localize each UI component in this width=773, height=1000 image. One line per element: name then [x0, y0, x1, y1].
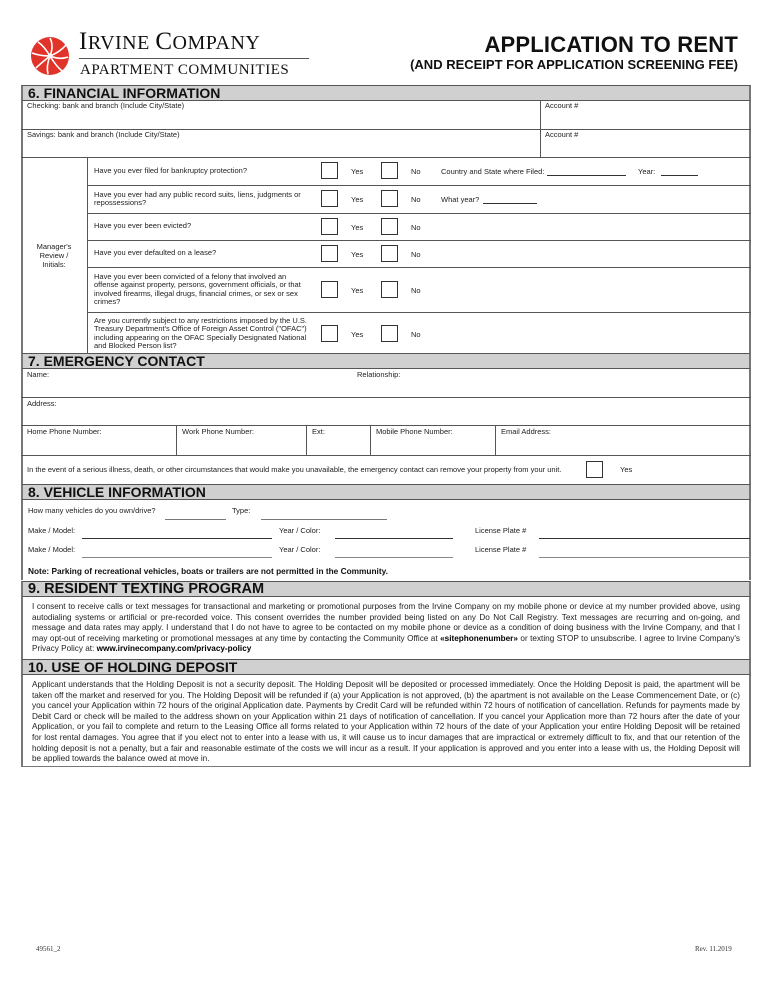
question-1-yes-label: Yes — [351, 167, 364, 176]
question-1-yes-checkbox[interactable] — [321, 162, 338, 179]
financial-question-5: Have you ever been convicted of a felony that involved an offense against property, persons, government officials, or that involved firearms, illegal drugs, financial crimes, or sex or sex crimes? — [94, 271, 301, 306]
divider — [176, 425, 177, 455]
vehicle-count-field[interactable] — [165, 519, 226, 520]
texting-body: I consent to receive calls or text messages for transactional and marketing or promotional purposes from the Irvine Company on my mobile phone or device at my number provided above, using autodialing systems or artificial or pre-recorded voice. This consent overrides the number provided being listed on any Do Not Call Registry. Text messages are recurring and on-going, and message and data rates may apply. I understand that I do not have to agree to be contacted on my mobile phone or device as a condition of doing business with the Irvine Company, and that I may opt-out of receiving marketing or promotional messages at any time by contacting the Community Office at — [32, 602, 740, 643]
question-5-no-label: No — [411, 285, 421, 295]
divider — [21, 455, 751, 456]
question-4-yes-label: Yes — [351, 249, 364, 259]
make-model-field-1[interactable] — [82, 538, 272, 539]
document-subtitle: (AND RECEIPT FOR APPLICATION SCREENING FEE) — [410, 57, 738, 72]
email-field[interactable] — [497, 434, 747, 454]
section-heading-emergency: 7. EMERGENCY CONTACT — [21, 353, 751, 369]
divider — [21, 425, 751, 426]
year-color-field-2[interactable] — [335, 557, 453, 558]
property-removal-yes-label: Yes — [620, 465, 633, 474]
savings-account-field[interactable] — [543, 137, 748, 156]
financial-question-4: Have you ever defaulted on a lease? — [94, 248, 217, 257]
divider — [88, 267, 751, 268]
divider — [21, 397, 751, 398]
divider — [87, 157, 88, 355]
parking-note: Note: Parking of recreational vehicles, boats or trailers are not permitted in the Community. — [28, 566, 388, 576]
texting-body-2: or texting STOP to unsubscribe. I agree to Irvine Company's Privacy Policy at: — [32, 633, 740, 654]
property-removal-consent-text: In the event of a serious illness, death, or other circumstances that would make you unavailable, the emergency contact can remove your property from your unit. — [27, 465, 562, 474]
mobile-phone-field[interactable] — [372, 434, 494, 454]
financial-question-3: Have you ever been evicted? — [94, 221, 192, 230]
question-5-no-checkbox[interactable] — [381, 281, 398, 298]
checking-account-label: Account # — [545, 101, 579, 110]
vehicle-count-label: How many vehicles do you own/drive? — [28, 506, 156, 515]
checking-bank-field[interactable] — [23, 108, 538, 128]
divider — [495, 425, 496, 455]
question-5-yes-checkbox[interactable] — [321, 281, 338, 298]
divider — [306, 425, 307, 455]
relationship-label: Relationship: — [357, 370, 401, 379]
question-6-yes-checkbox[interactable] — [321, 325, 338, 342]
question-4-yes-checkbox[interactable] — [321, 245, 338, 262]
address-label: Address: — [27, 399, 57, 408]
year-color-label-2: Year / Color: — [279, 545, 321, 554]
license-plate-field-1[interactable] — [539, 538, 750, 539]
section-heading-financial: 6. FINANCIAL INFORMATION — [21, 85, 751, 101]
vehicle-type-field[interactable] — [261, 519, 387, 520]
savings-account-label: Account # — [545, 130, 579, 139]
question-3-no-checkbox[interactable] — [381, 218, 398, 235]
public-record-year-field[interactable] — [483, 203, 537, 204]
license-plate-label-1: License Plate # — [475, 526, 527, 535]
form-id: 49561_2 — [36, 945, 61, 953]
license-plate-label-2: License Plate # — [475, 545, 527, 554]
question-3-no-label: No — [411, 222, 421, 232]
home-phone-field[interactable] — [23, 434, 173, 454]
section-heading-holding-deposit: 10. USE OF HOLDING DEPOSIT — [21, 659, 751, 675]
texting-consent-text — [32, 602, 740, 655]
document-title: APPLICATION TO RENT — [484, 32, 738, 57]
question-5-yes-label: Yes — [351, 285, 364, 295]
site-phone-placeholder: «sitephonenumber» — [440, 633, 518, 643]
license-plate-field-2[interactable] — [539, 557, 750, 558]
relationship-field[interactable] — [355, 377, 747, 397]
checking-label: Checking: bank and branch (Include City/State) — [27, 101, 185, 110]
ext-label: Ext: — [312, 427, 325, 436]
financial-question-1: Have you ever filed for bankruptcy protection? — [94, 165, 247, 175]
manager-review-label: Manager's Review / Initials: — [36, 242, 72, 269]
bankruptcy-location-field[interactable] — [547, 175, 626, 176]
question-6-no-checkbox[interactable] — [381, 325, 398, 342]
public-record-year-label: What year? — [441, 195, 480, 204]
year-color-field-1[interactable] — [335, 538, 453, 539]
vehicle-type-label: Type: — [232, 506, 251, 515]
name-label: Name: — [27, 370, 50, 379]
make-model-field-2[interactable] — [82, 557, 272, 558]
bankruptcy-year-field[interactable] — [661, 175, 698, 176]
email-label: Email Address: — [501, 427, 552, 436]
question-3-yes-checkbox[interactable] — [321, 218, 338, 235]
section-heading-texting: 9. RESIDENT TEXTING PROGRAM — [21, 581, 751, 597]
question-4-no-checkbox[interactable] — [381, 245, 398, 262]
home-phone-label: Home Phone Number: — [27, 427, 102, 436]
work-phone-field[interactable] — [178, 434, 304, 454]
checking-account-field[interactable] — [543, 108, 748, 128]
question-1-no-label: No — [411, 167, 421, 176]
question-2-yes-label: Yes — [351, 195, 364, 204]
question-4-no-label: No — [411, 249, 421, 259]
year-color-label-1: Year / Color: — [279, 526, 321, 535]
irvine-company-logo-icon — [30, 36, 70, 76]
bankruptcy-year-label: Year: — [638, 167, 656, 176]
ext-field[interactable] — [308, 434, 368, 454]
divider — [88, 240, 751, 241]
property-removal-yes-checkbox[interactable] — [586, 461, 603, 478]
question-6-no-label: No — [411, 329, 421, 339]
revision-date: Rev. 11.2019 — [695, 945, 732, 953]
question-1-no-checkbox[interactable] — [381, 162, 398, 179]
emergency-name-field[interactable] — [23, 377, 353, 397]
question-2-no-checkbox[interactable] — [381, 190, 398, 207]
work-phone-label: Work Phone Number: — [182, 427, 254, 436]
emergency-address-field[interactable] — [23, 406, 747, 424]
financial-question-6: Are you currently subject to any restrictions imposed by the U.S. Treasury Department's Office of Foreign Asset Control ("OFAC") including appearing on the OFAC Specially Designated National and Blocked Person list? — [94, 315, 308, 350]
make-model-label-1: Make / Model: — [28, 526, 76, 535]
question-3-yes-label: Yes — [351, 222, 364, 232]
divider — [370, 425, 371, 455]
make-model-label-2: Make / Model: — [28, 545, 76, 554]
mobile-phone-label: Mobile Phone Number: — [376, 427, 453, 436]
divider — [21, 157, 751, 158]
divider — [88, 185, 751, 186]
bankruptcy-location-label: Country and State where Filed: — [441, 167, 545, 176]
brand-name: IRVINE COMPANY — [79, 28, 261, 55]
brand-subtitle: APARTMENT COMMUNITIES — [80, 62, 290, 78]
privacy-policy-link[interactable]: www.irvinecompany.com/privacy-policy — [96, 644, 252, 654]
question-6-yes-label: Yes — [351, 329, 364, 339]
savings-bank-field[interactable] — [23, 137, 538, 156]
question-2-no-label: No — [411, 195, 421, 204]
savings-label: Savings: bank and branch (Include City/State) — [27, 130, 180, 139]
section-heading-vehicle: 8. VEHICLE INFORMATION — [21, 484, 751, 500]
financial-question-2: Have you ever had any public record suits, liens, judgments or repossessions? — [94, 189, 301, 207]
holding-deposit-text: Applicant understands that the Holding Deposit is not a security deposit. The Holding Deposit will be deposited or processed immediately. Once the Holding Deposit is paid, the apartment will be taken off the market and reserved for you. The Holding Deposit will be refunded if (a) your Application is not approved, (b) the apartment is not available on the Lease Commencement Date, or (c) you cancel your Application within 72 hours of the original Application date. Payments by Credit Card will be refunded within 72 hours of notification of cancellation. Refunds for payments made by Debit Card or check will be mailed to the address shown on your Application within 21 days of notification of cancellation. If you cancel your Application more than 72 hours after the date of your Application, or you fail to complete and return to the Leasing Office all forms related to your Application within 72 hours of the date of your Application your entire Holding Deposit will be retained for lost rental damages. You agree that if you elect not to enter into a lease with us, it will cause us to incur damages that are impractical or extremely difficult to fix, and that our retention of the holding deposit is not a penalty, but a fair and reasonable estimate of the costs we will incur as a result. If your application is approved and you enter into a lease with us, the Holding Deposit will be applied towards the balance owed at move in. — [32, 680, 740, 764]
divider — [88, 213, 751, 214]
question-2-yes-checkbox[interactable] — [321, 190, 338, 207]
divider — [88, 312, 751, 313]
brand-divider — [79, 58, 309, 59]
